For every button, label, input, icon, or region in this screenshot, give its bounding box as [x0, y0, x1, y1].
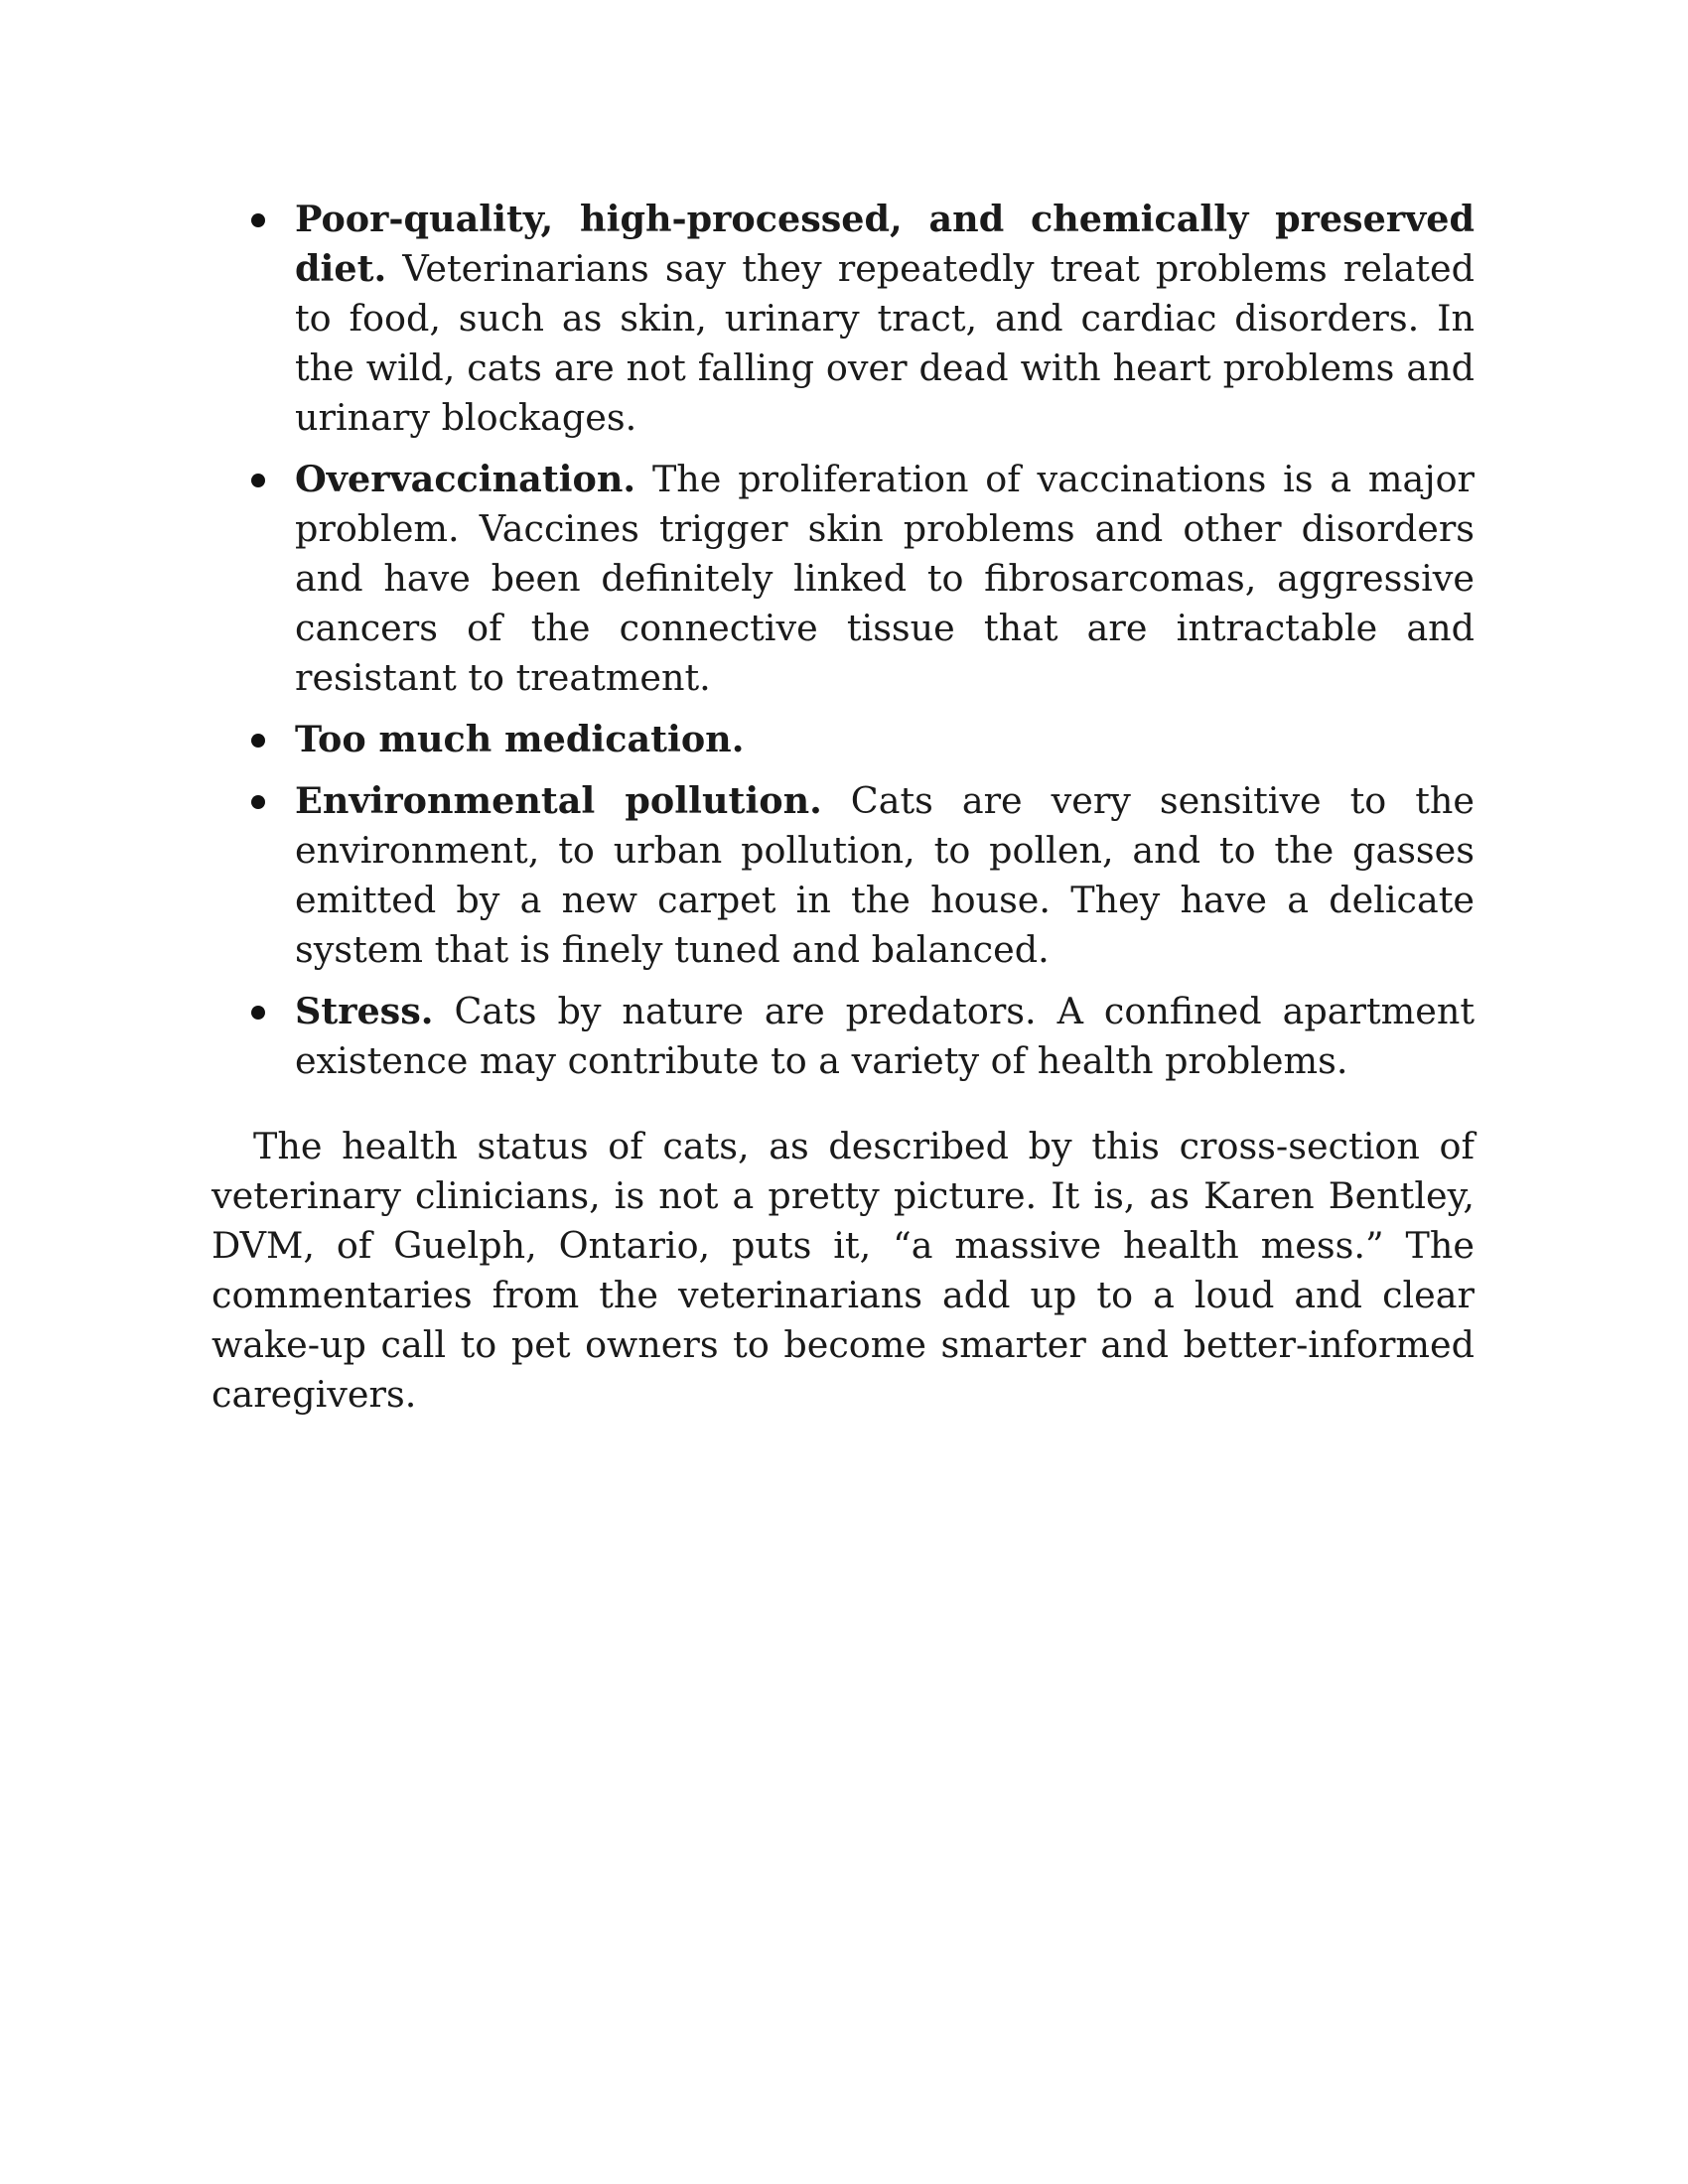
bullet-icon	[251, 795, 265, 809]
list-item-term: Stress.	[295, 990, 434, 1032]
list-item-text: The proliferation of vaccinations is a major problem. Vaccines trigger skin problems and other disorders and have been definitely linked to fibrosarcomas, aggressive cancers of the connective tissue that are intractable and resistant to treatment.	[295, 458, 1475, 699]
closing-paragraph: The health status of cats, as described by this cross-section of veterinary clinicians, is not a pretty picture. It is, as Karen Bentley, DVM, of Guelph, Ontario, puts it, “a massive health mess.” The commentaries from the veterinarians add up to a loud and clear wake-up call to pet owners to become smarter and better-informed caregivers.	[211, 1125, 1475, 1416]
list-item-term: Poor-quality, high-processed, and chemically preserved diet.	[295, 198, 1475, 290]
list-item	[211, 455, 1475, 703]
list-item-term: Overvaccination.	[295, 458, 636, 500]
bullet-icon	[251, 734, 265, 748]
list-item	[211, 195, 1475, 443]
list-item	[211, 776, 1475, 975]
list-item-term: Environmental pollution.	[295, 779, 822, 822]
list-item	[211, 987, 1475, 1086]
bullet-icon	[251, 213, 265, 227]
list-item-text: Cats are very sensitive to the environment, to urban pollution, to pollen, and to the gasses emitted by a new carpet in the house. They have a delicate system that is finely tuned and balanced.	[295, 779, 1475, 971]
document-page	[211, 195, 1475, 1420]
list-item-term: Too much medication.	[295, 718, 745, 760]
bullet-icon	[251, 1006, 265, 1020]
list-item-text: Cats by nature are predators. A confined apartment existence may contribute to a variety of health problems.	[295, 990, 1475, 1082]
list-item-text: Veterinarians say they repeatedly treat problems related to food, such as skin, urinary tract, and cardiac disorders. In the wild, cats are not falling over dead with heart problems and urinary blockages.	[295, 247, 1475, 439]
list-item	[211, 715, 1475, 764]
bullet-icon	[251, 474, 265, 487]
health-factors-list	[211, 195, 1475, 1086]
